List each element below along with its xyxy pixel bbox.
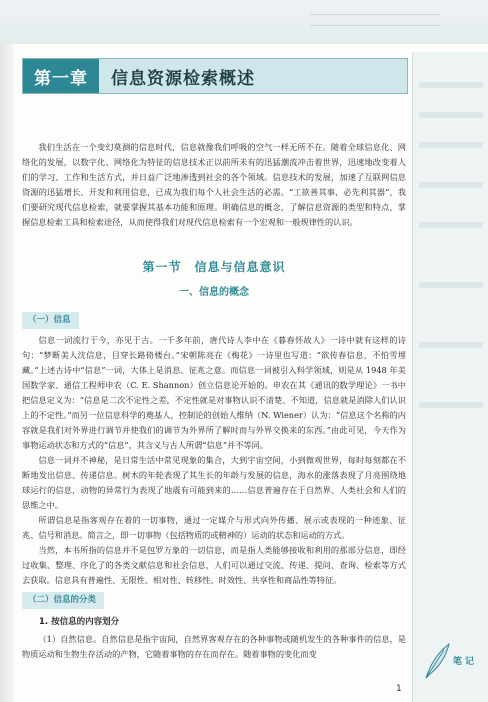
- paragraph: （1）自然信息。自然信息是指宇宙间，自然界客观存在的各种事物或随机发生的各种事件的信息，是物质运动和生物生存活动的产物，它随着事物的存在而存在。随着事物的变化而变: [22, 634, 406, 659]
- faint-line: [419, 342, 483, 348]
- section-title: 第一节 信息与信息意识: [142, 260, 286, 274]
- page-number: 1: [396, 684, 402, 694]
- faint-line: [419, 222, 483, 228]
- header-decoration: [310, 14, 440, 26]
- page-gutter-shadow: [0, 44, 14, 702]
- faint-line: [419, 82, 483, 88]
- chapter-title: 信息资源检索概述: [111, 68, 255, 89]
- notes-column: [412, 52, 488, 702]
- header-band: [0, 0, 488, 44]
- intro-paragraph: 我们生活在一个变幻莫测的信息时代，信息就像我们呼吸的空气一样无所不在。随着全球信息化、网络化的发展，以数字化、网络化为特征的信息技术正以前所未有的迅猛潮流冲击着世界，迅速地改变着人们的学习、工作和生活方式，并日益广泛地渗透到社会的各个领域。信息技术的发展，加速了互联网信息资源的迅猛增长、开发和利用信息，已成为我们每个人社会生活的必需。“工欲善其事，必先利其器”，我们要研究现代信息检索，就要掌握其基本功能和原理。明确信息的概念，了解信息资源的类型和特点，掌握信息检索工具和检索途径，从而使得我们对现代信息检索有一个宏观和一般规律性的认识。: [22, 142, 406, 227]
- paragraph: 信息一词并不神秘，是日常生活中常见现象的集合，大到宇宙空间，小到微观世界，每时每刻都在不断地发出信息、传递信息。树木的年轮表现了其生长的年龄与发展的信息，海水的涨落表现了月亮围绕地球运行的信息，动物的异常行为表现了地震有可能到来的……信息普遍存在于自然界、人类社会和人们的思维之中。: [22, 455, 406, 510]
- notes-label: 笔 记: [452, 657, 474, 667]
- faint-line: [419, 282, 483, 288]
- chapter-label: 第一章: [23, 59, 99, 93]
- feather-icon: [422, 642, 452, 680]
- paragraph: 信息一词流行于今，亦见于古。一千多年前，唐代诗人李中在《暮春怀故人》一诗中就有这样的诗句：“梦断美人沈信息，目穿长路倚楼台。”宋朝陈亮在《梅花》一诗里也写道：“欲传春信息，不怕雪埋藏。”上述古诗中“信息”一词，大体上是消息、征兆之意。而信息一词被引入科学领域，则是从 1948 年美国数学家、通信工程师申农（C. E. Shannon）创立信息论开始的。申农在其《通讯的数学理论》一书中把信息定义为：“信息是二次不定性之差，不定性就是对事物认识不清楚、不知道，信息就是消除人们认识上的不定性。”而另一位信息科学的奠基人，控制论的创始人维纳（N. Wiener）认为：“信息这个名称的内容就是我们对外界进行调节并使我们的调节为外界所了解时而与外界交换来的东西。”由此可见，今天作为事物运动状态和方式的“信息”，其含义与古人所谓“信息”并不等同。: [22, 335, 406, 450]
- notes-marker: [418, 640, 482, 680]
- tag-classification: （二）信息的分类: [22, 592, 104, 609]
- paragraph: 当然，本书所指的信息并不是包罗万象的一切信息，而是指人类能够接收和利用的那部分信息，即经过收集、整理、序化了的各类文献信息和社会信息，人们可以通过交流、传递、提问、查询、检索等方式去获取。信息具有普遍性、无限性、相对性、转移性、时效性、共享性和商品性等特征。: [22, 545, 406, 585]
- faint-line: [419, 182, 483, 188]
- tag-information: （一）信息: [22, 312, 79, 329]
- chapter-banner: [22, 58, 408, 94]
- subsection-title: 一、信息的概念: [179, 287, 249, 298]
- faint-line: [419, 402, 483, 408]
- faint-line: [419, 142, 483, 148]
- main-content: [22, 140, 406, 662]
- faint-line: [419, 112, 483, 118]
- sub-heading: 1. 按信息的内容划分: [39, 617, 120, 627]
- paragraph: 所谓信息是指客观存在着的一切事物，通过一定媒介与形式向外传播、展示或表现的一种迹象、征兆、信号和消息。简言之，即一切事物（包括物质的或精神的）运动的状态和运动的方式。: [22, 515, 406, 540]
